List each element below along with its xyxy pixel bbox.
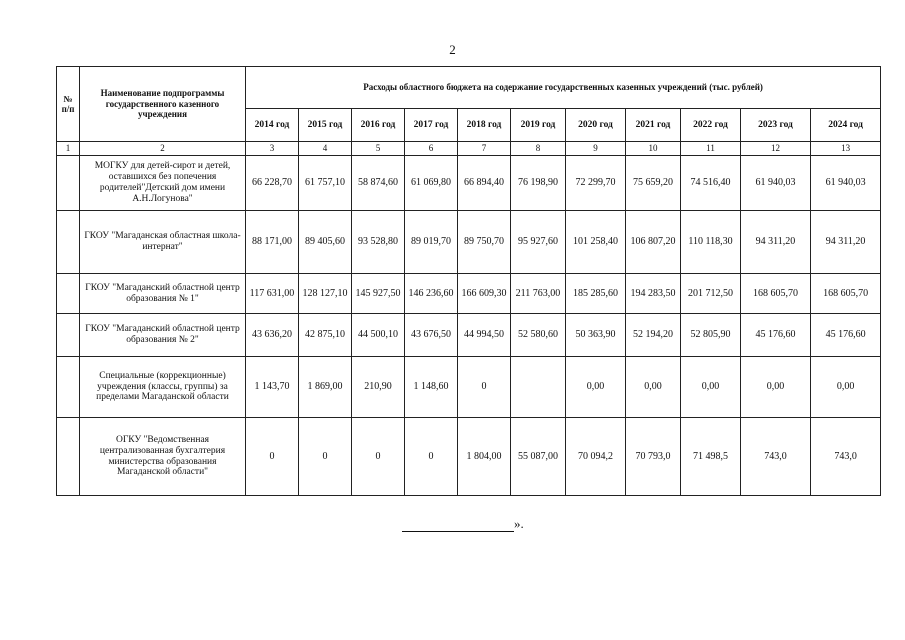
column-number: 8 <box>511 142 566 156</box>
expense-cell: 0,00 <box>681 357 741 418</box>
blank-line <box>402 519 514 532</box>
row-number <box>57 274 80 314</box>
institution-name: МОГКУ для детей-сирот и детей, оставшихся без попечения родителей"Детский дом имени А.Н.Логунова" <box>80 156 246 211</box>
expense-cell: 1 143,70 <box>246 357 299 418</box>
column-number: 3 <box>246 142 299 156</box>
expense-cell: 194 283,50 <box>626 274 681 314</box>
expense-cell: 94 311,20 <box>811 211 881 274</box>
expense-cell: 145 927,50 <box>352 274 405 314</box>
expense-cell: 95 927,60 <box>511 211 566 274</box>
expense-cell: 74 516,40 <box>681 156 741 211</box>
expense-cell: 185 285,60 <box>566 274 626 314</box>
header-group-title: Расходы областного бюджета на содержание государственных казенных учреждений (тыс. рублей) <box>246 67 881 109</box>
expense-cell: 75 659,20 <box>626 156 681 211</box>
expense-cell: 52 580,60 <box>511 314 566 357</box>
expense-cell: 0 <box>352 418 405 496</box>
header-year: 2017 год <box>405 109 458 142</box>
table-row <box>57 274 881 314</box>
expense-cell: 0 <box>458 357 511 418</box>
expense-cell: 70 793,0 <box>626 418 681 496</box>
column-number: 12 <box>741 142 811 156</box>
institution-name: Специальные (коррекционные) учреждения (классы, группы) за пределами Магаданской области <box>80 357 246 418</box>
expense-cell: 88 171,00 <box>246 211 299 274</box>
header-year: 2014 год <box>246 109 299 142</box>
expense-cell: 44 500,10 <box>352 314 405 357</box>
table-row <box>57 156 881 211</box>
expense-cell: 61 069,80 <box>405 156 458 211</box>
expense-cell: 43 676,50 <box>405 314 458 357</box>
expense-cell: 58 874,60 <box>352 156 405 211</box>
expense-cell: 128 127,10 <box>299 274 352 314</box>
expense-cell: 146 236,60 <box>405 274 458 314</box>
table-row <box>57 314 881 357</box>
closing-mark <box>402 516 524 532</box>
column-number: 7 <box>458 142 511 156</box>
expense-cell: 1 869,00 <box>299 357 352 418</box>
row-number <box>57 211 80 274</box>
budget-table <box>56 66 881 496</box>
expense-cell: 743,0 <box>811 418 881 496</box>
expense-cell: 45 176,60 <box>811 314 881 357</box>
row-number <box>57 156 80 211</box>
table-row <box>57 418 881 496</box>
expense-cell: 55 087,00 <box>511 418 566 496</box>
row-number <box>57 357 80 418</box>
expense-cell: 52 805,90 <box>681 314 741 357</box>
column-number: 4 <box>299 142 352 156</box>
header-year: 2019 год <box>511 109 566 142</box>
expense-cell: 201 712,50 <box>681 274 741 314</box>
expense-cell: 89 019,70 <box>405 211 458 274</box>
expense-cell: 94 311,20 <box>741 211 811 274</box>
institution-name: ГКОУ "Магаданский областной центр образования № 1" <box>80 274 246 314</box>
expense-cell: 211 763,00 <box>511 274 566 314</box>
header-year: 2016 год <box>352 109 405 142</box>
institution-name: ГКОУ "Магаданская областная школа-интернат" <box>80 211 246 274</box>
expense-cell: 44 994,50 <box>458 314 511 357</box>
institution-name: ГКОУ "Магаданский областной центр образования № 2" <box>80 314 246 357</box>
table-row <box>57 211 881 274</box>
expense-cell: 0 <box>246 418 299 496</box>
expense-cell: 210,90 <box>352 357 405 418</box>
expense-cell: 117 631,00 <box>246 274 299 314</box>
column-number: 1 <box>57 142 80 156</box>
column-number: 5 <box>352 142 405 156</box>
expense-cell: 76 198,90 <box>511 156 566 211</box>
column-number: 10 <box>626 142 681 156</box>
header-year: 2023 год <box>741 109 811 142</box>
expense-cell: 45 176,60 <box>741 314 811 357</box>
institution-name: ОГКУ "Ведомственная централизованная бухгалтерия министерства образования Магаданской области" <box>80 418 246 496</box>
header-year: 2020 год <box>566 109 626 142</box>
expense-cell: 61 940,03 <box>811 156 881 211</box>
expense-cell: 101 258,40 <box>566 211 626 274</box>
expense-cell: 0 <box>299 418 352 496</box>
expense-cell: 43 636,20 <box>246 314 299 357</box>
column-number: 6 <box>405 142 458 156</box>
expense-cell: 0,00 <box>811 357 881 418</box>
column-number: 11 <box>681 142 741 156</box>
closing-quote: ». <box>514 516 524 531</box>
column-number: 13 <box>811 142 881 156</box>
header-name: Наименование подпрограммы государственного казенного учреждения <box>80 67 246 142</box>
header-year: 2015 год <box>299 109 352 142</box>
header-number: № п/п <box>57 67 80 142</box>
expense-cell: 66 228,70 <box>246 156 299 211</box>
expense-cell: 0,00 <box>566 357 626 418</box>
expense-cell: 0,00 <box>741 357 811 418</box>
expense-cell: 168 605,70 <box>741 274 811 314</box>
expense-cell: 106 807,20 <box>626 211 681 274</box>
expense-cell: 71 498,5 <box>681 418 741 496</box>
expense-cell <box>511 357 566 418</box>
expense-cell: 61 940,03 <box>741 156 811 211</box>
row-number <box>57 314 80 357</box>
expense-cell: 93 528,80 <box>352 211 405 274</box>
expense-cell: 1 148,60 <box>405 357 458 418</box>
expense-cell: 42 875,10 <box>299 314 352 357</box>
column-number: 2 <box>80 142 246 156</box>
expense-cell: 168 605,70 <box>811 274 881 314</box>
expense-cell: 70 094,2 <box>566 418 626 496</box>
header-year: 2024 год <box>811 109 881 142</box>
expense-cell: 72 299,70 <box>566 156 626 211</box>
expense-cell: 89 750,70 <box>458 211 511 274</box>
column-number: 9 <box>566 142 626 156</box>
expense-cell: 66 894,40 <box>458 156 511 211</box>
column-number-row <box>57 142 881 156</box>
expense-cell: 110 118,30 <box>681 211 741 274</box>
expense-cell: 61 757,10 <box>299 156 352 211</box>
table-row <box>57 357 881 418</box>
expense-cell: 0,00 <box>626 357 681 418</box>
page-number: 2 <box>449 42 456 57</box>
expense-cell: 166 609,30 <box>458 274 511 314</box>
row-number <box>57 418 80 496</box>
expense-cell: 743,0 <box>741 418 811 496</box>
expense-cell: 89 405,60 <box>299 211 352 274</box>
expense-cell: 0 <box>405 418 458 496</box>
expense-cell: 1 804,00 <box>458 418 511 496</box>
header-year: 2021 год <box>626 109 681 142</box>
header-year: 2022 год <box>681 109 741 142</box>
expense-cell: 52 194,20 <box>626 314 681 357</box>
header-year: 2018 год <box>458 109 511 142</box>
expense-cell: 50 363,90 <box>566 314 626 357</box>
